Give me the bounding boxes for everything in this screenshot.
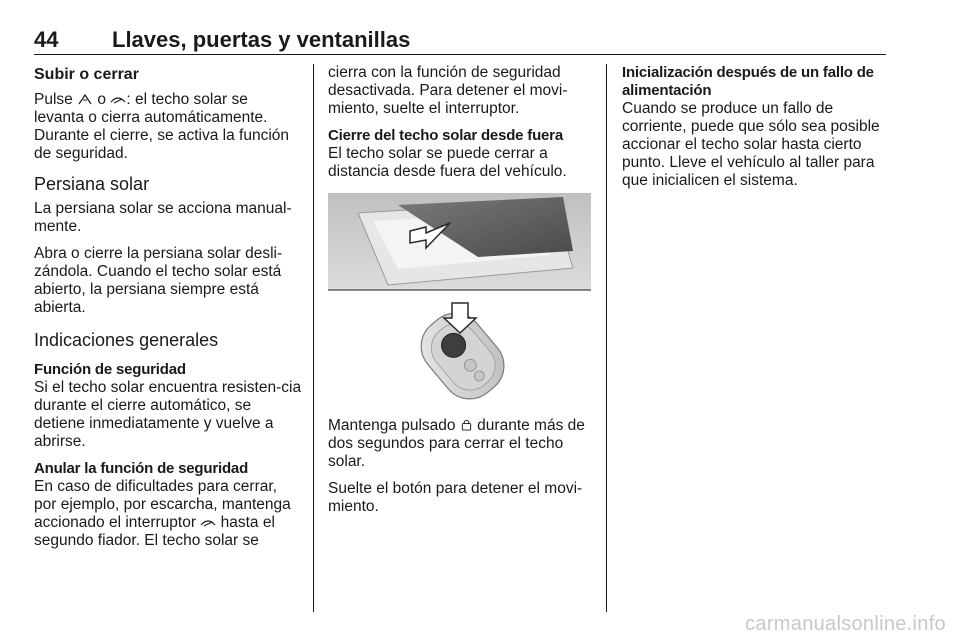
- chapter-title: Llaves, puertas y ventanillas: [112, 27, 411, 52]
- header-rule: [34, 54, 886, 55]
- paragraph-persiana-1: La persiana solar se acciona manual-mente.: [34, 200, 292, 235]
- anular-text-b: hasta el segundo fiador. El techo solar se: [34, 514, 275, 549]
- column-divider-2: [606, 64, 607, 612]
- paragraph-suelte: Suelte el botón para detener el movi-miento.: [328, 480, 583, 515]
- mantenga-text-b: durante más de dos segundos para cerrar el techo solar.: [328, 417, 585, 470]
- heading-inicializacion: Inicialización después de un fallo de alimentación: [622, 64, 874, 99]
- heading-persiana-solar: Persiana solar: [34, 174, 150, 194]
- paragraph-pulse: [34, 91, 302, 163]
- sunroof-tilt-icon: [200, 516, 216, 528]
- mantenga-text-a: Mantenga pulsado: [328, 417, 456, 434]
- sunroof-open-icon: [77, 93, 93, 105]
- pulse-text-b: : el techo solar se levanta o cierra automáticamente. Durante el cierre, se activa la función de seguridad.: [34, 91, 290, 162]
- paragraph-persiana-2: Abra o cierre la persiana solar desli-zándola. Cuando el techo solar está abierto, la persiana siempre está abierta.: [34, 245, 283, 316]
- heading-funcion-seguridad: Función de seguridad: [34, 361, 186, 378]
- anular-text-a: En caso de dificultades para cerrar, por ejemplo, por escarcha, mantenga accionado el interruptor: [34, 478, 291, 531]
- column-2: [328, 64, 596, 525]
- heading-cierre-desde-fuera: Cierre del techo solar desde fuera: [328, 127, 563, 144]
- pulse-text-a: Pulse: [34, 91, 73, 108]
- remote-sunroof-illustration: [328, 193, 591, 405]
- paragraph-cierre: El techo solar se puede cerrar a distancia desde fuera del vehículo.: [328, 145, 567, 180]
- heading-anular-funcion: Anular la función de seguridad: [34, 460, 249, 477]
- column-3: [622, 64, 888, 199]
- paragraph-continuation: cierra con la función de seguridad desactivada. Para detener el movi-miento, suelte el interruptor.: [328, 64, 568, 117]
- lock-button-icon: [460, 418, 473, 431]
- sunroof-tilt-icon: [110, 93, 126, 105]
- column-divider-1: [313, 64, 314, 612]
- page-header: [34, 27, 886, 53]
- heading-indicaciones-generales: Indicaciones generales: [34, 330, 219, 350]
- paragraph-anular: [34, 478, 302, 550]
- column-1: [34, 64, 302, 559]
- pulse-text-o: o: [97, 91, 107, 108]
- heading-subir-cerrar: Subir o cerrar: [34, 66, 139, 83]
- page-number: 44: [34, 27, 59, 52]
- paragraph-inicializacion: Cuando se produce un fallo de corriente, puede que sólo sea posible accionar el techo solar hasta cierto punto. Lleve el vehículo al taller para que inicialicen el sistema.: [622, 100, 880, 189]
- illustration-svg: [328, 193, 591, 405]
- paragraph-funcion-seguridad: Si el techo solar encuentra resisten-cia durante el cierre automático, se detiene inmediatamente y vuelve a abrirse.: [34, 379, 302, 450]
- watermark: carmanualsonline.info: [745, 613, 946, 635]
- paragraph-mantenga: [328, 417, 596, 471]
